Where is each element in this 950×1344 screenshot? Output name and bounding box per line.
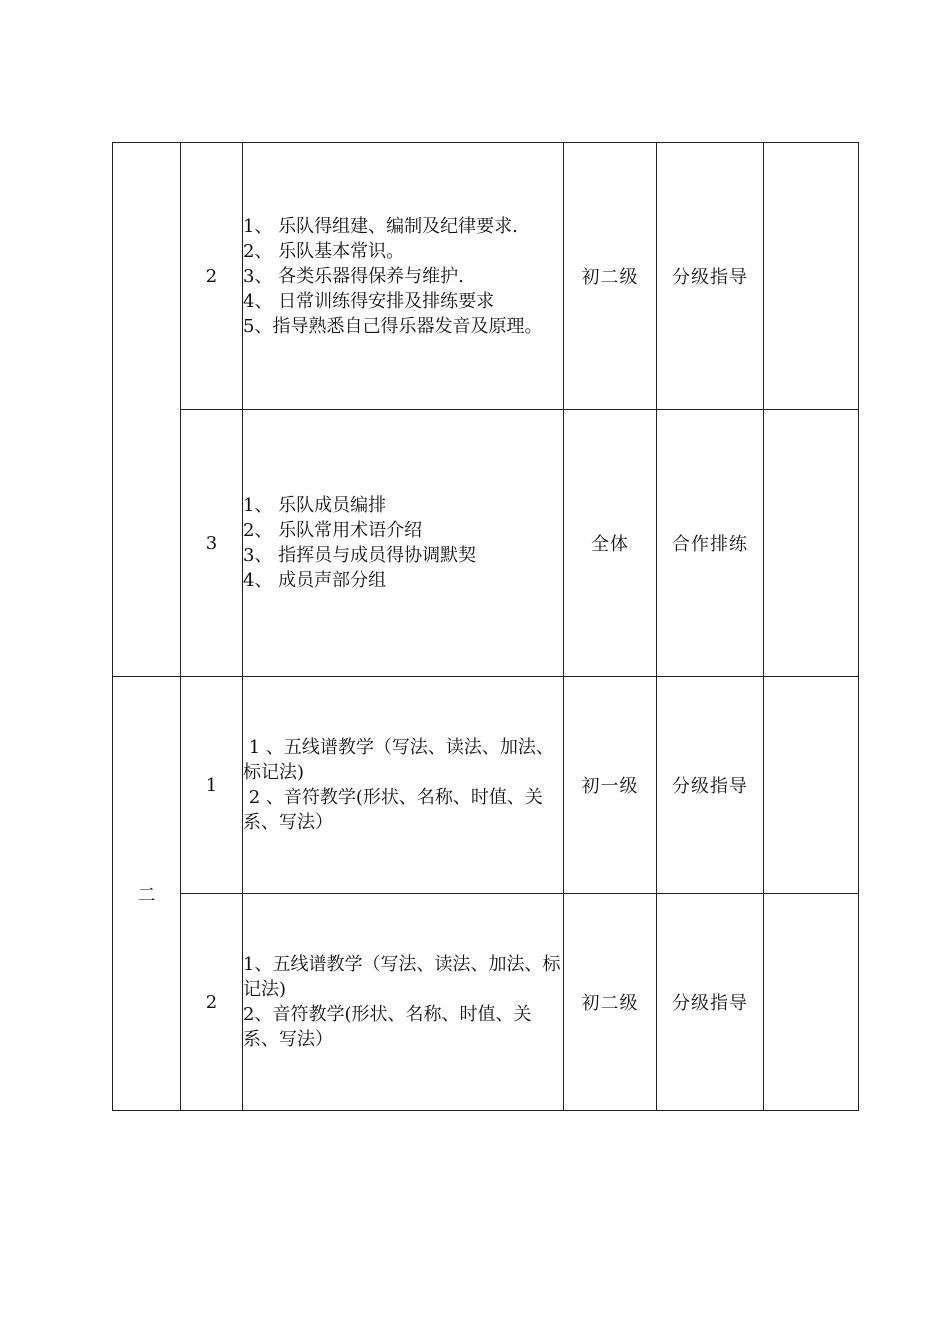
content-line: 5、指导熟悉自己得乐器发音及原理。	[243, 315, 543, 337]
content-line: 1、五线谱教学（写法、读法、加法、标记法)	[243, 954, 561, 1000]
content-line: 1、 乐队成员编排	[243, 495, 387, 516]
lesson-number: 1	[181, 677, 243, 894]
content-line: 2、音符教学(形状、名称、时值、关系、写法）	[243, 1004, 532, 1050]
table-row	[113, 677, 859, 894]
grade-cell: 初二级	[564, 143, 657, 410]
lesson-number: 2	[181, 894, 243, 1111]
content-line: 3、 指挥员与成员得协调默契	[243, 545, 477, 566]
note-cell	[764, 894, 859, 1111]
table-row	[113, 143, 859, 410]
lesson-number: 2	[181, 143, 243, 410]
lesson-number: 3	[181, 410, 243, 677]
note-cell	[764, 143, 859, 410]
table-row	[113, 894, 859, 1111]
grade-cell: 初一级	[564, 677, 657, 894]
week-cell	[113, 143, 181, 677]
method-cell: 合作排练	[657, 410, 764, 677]
lesson-content	[243, 410, 564, 677]
content-line: 2、 乐队常用术语介绍	[243, 520, 423, 541]
content-line: 1 、五线谱教学（写法、读法、加法、标记法)	[243, 737, 554, 783]
table-row	[113, 410, 859, 677]
note-cell	[764, 410, 859, 677]
content-line: 2 、音符教学(形状、名称、时值、关系、写法）	[243, 787, 543, 833]
content-line: 4、 日常训练得安排及排练要求	[243, 290, 495, 312]
week-cell: 二	[113, 677, 181, 1111]
lesson-content	[243, 677, 564, 894]
schedule-table	[112, 142, 859, 1111]
method-cell: 分级指导	[657, 143, 764, 410]
lesson-content	[243, 143, 564, 410]
content-line: 1、 乐队得组建、编制及纪律要求.	[243, 215, 518, 237]
note-cell	[764, 677, 859, 894]
method-cell: 分级指导	[657, 677, 764, 894]
content-line: 2、 乐队基本常识。	[243, 240, 405, 262]
grade-cell: 初二级	[564, 894, 657, 1111]
method-cell: 分级指导	[657, 894, 764, 1111]
content-line: 4、 成员声部分组	[243, 570, 387, 591]
lesson-content	[243, 894, 564, 1111]
grade-cell: 全体	[564, 410, 657, 677]
content-line: 3、 各类乐器得保养与维护.	[243, 265, 464, 287]
